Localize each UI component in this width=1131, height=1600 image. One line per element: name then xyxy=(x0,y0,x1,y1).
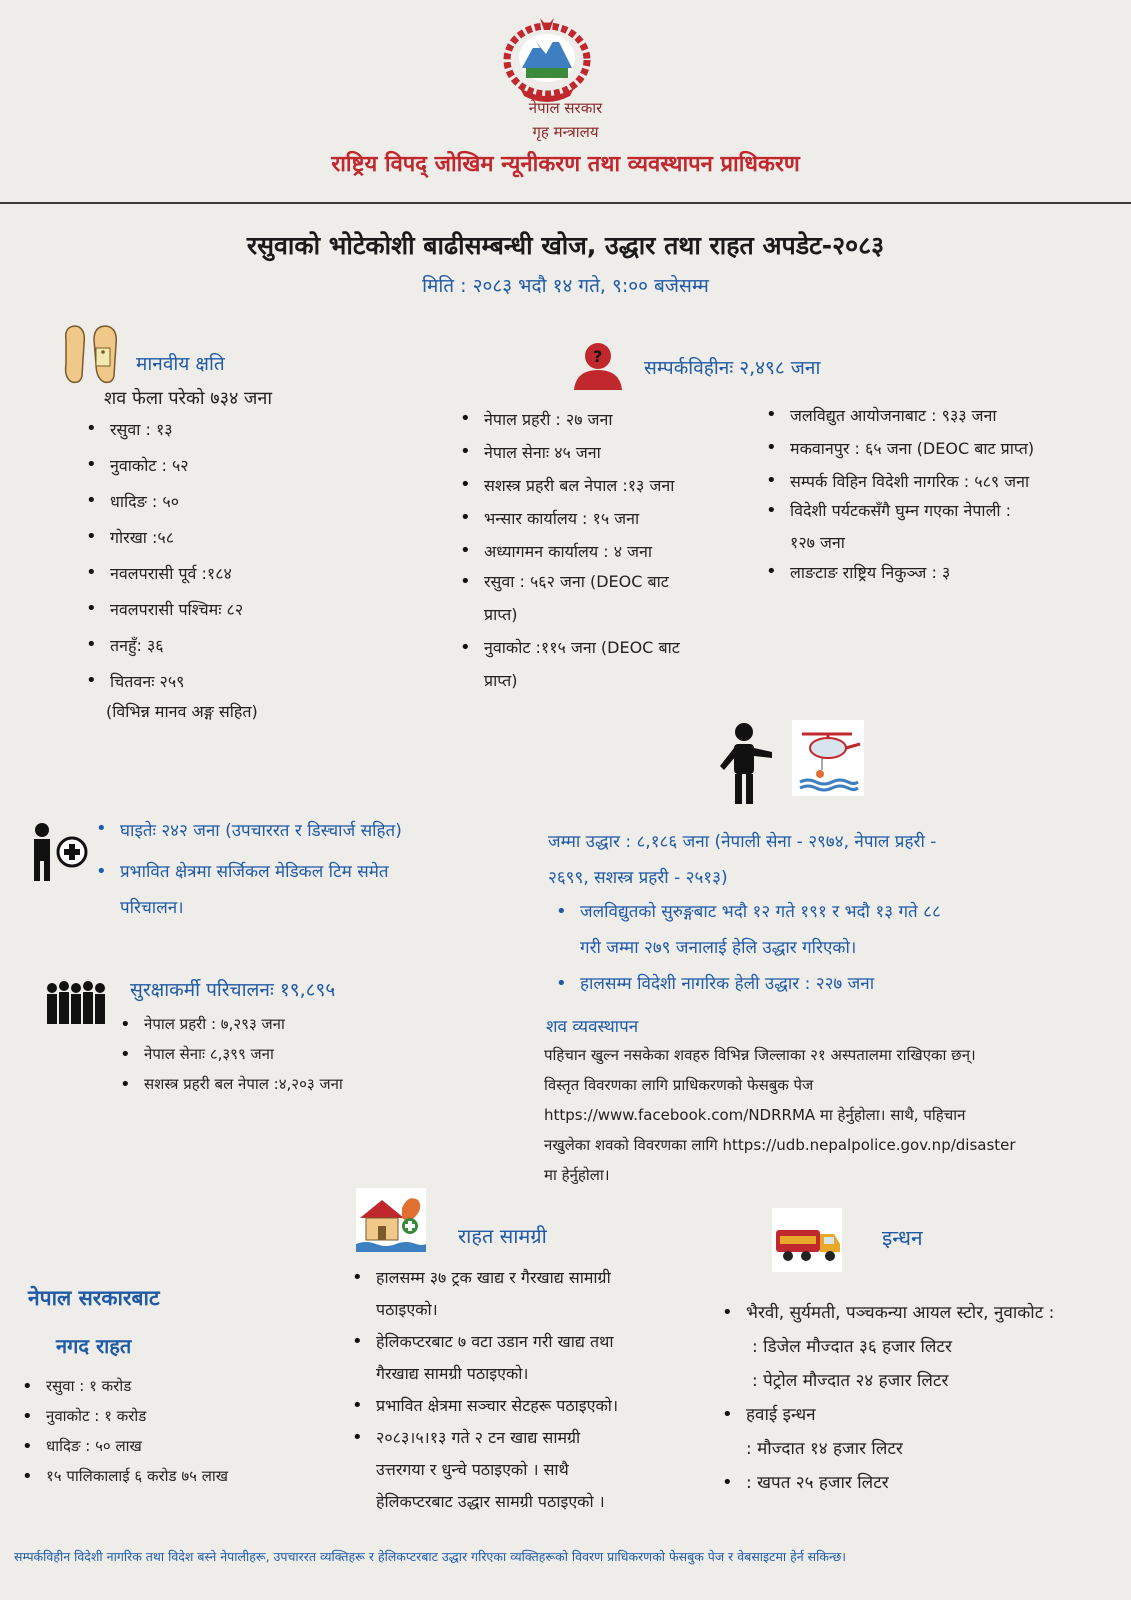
list-item: • धादिङ : ५० लाख xyxy=(20,1436,228,1466)
list-item: • लाङटाङ राष्ट्रिय निकुञ्ज : ३ xyxy=(764,561,1104,594)
feet-tag-icon xyxy=(58,320,124,386)
list-item: • सशस्त्र प्रहरी बल नेपाल :१३ जना xyxy=(458,474,748,507)
list-item: • नेपाल प्रहरी : ७,२९३ जना xyxy=(118,1014,343,1044)
nepal-emblem-icon xyxy=(500,12,594,102)
gov-name: नेपाल सरकार xyxy=(528,99,603,117)
rescuer-icon xyxy=(716,722,776,806)
crowd-icon xyxy=(44,980,108,1028)
list-item: • नुवाकोट : १ करोड xyxy=(20,1406,228,1436)
list-item: • रसुवा : ५६२ जना (DEOC बाट प्राप्त) xyxy=(458,565,748,631)
human-loss-heading: मानवीय क्षति xyxy=(136,353,225,375)
list-item: • चितवनः २५९ xyxy=(84,670,243,706)
missing-person-icon xyxy=(570,340,626,390)
rescue-list xyxy=(554,894,1094,1002)
gov-cash-list xyxy=(20,1376,228,1496)
fuel-heading: इन्धन xyxy=(882,1226,923,1250)
list-item: • हेलिकप्टरबाट ७ वटा उडान गरी खाद्य तथा गैरखाद्य सामग्री पठाइएको। xyxy=(350,1326,710,1390)
missing-list-col1 xyxy=(458,408,748,697)
list-item: • : खपत २५ हजार लिटर xyxy=(720,1466,1120,1500)
list-item: • नेपाल प्रहरी : २७ जना xyxy=(458,408,748,441)
list-item: • प्रभावित क्षेत्रमा सञ्चार सेटहरू पठाइएको। xyxy=(350,1390,710,1422)
missing-list-col2 xyxy=(764,404,1104,594)
list-item: • नुवाकोट :११५ जना (DEOC बाट प्राप्त) xyxy=(458,631,748,697)
human-loss-note: (विभिन्न मानव अङ्ग सहित) xyxy=(106,702,258,721)
list-item: • रसुवा : १ करोड xyxy=(20,1376,228,1406)
list-item: • जलविद्युत आयोजनाबाट : ९३३ जना xyxy=(764,404,1104,437)
security-list xyxy=(118,1014,343,1104)
house-aid-icon xyxy=(356,1188,426,1252)
list-item: • नेपाल सेनाः ८,३९९ जना xyxy=(118,1044,343,1074)
gov-cash-heading: नेपाल सरकारबाट xyxy=(28,1286,160,1310)
list-item: • सम्पर्क विहिन विदेशी नागरिक : ५८९ जना xyxy=(764,470,1104,503)
list-item: • घाइतेः २४२ जना (उपचाररत र डिस्चार्ज सहित) xyxy=(94,818,534,854)
list-item: • हालसम्म ३७ ट्रक खाद्य र गैरखाद्य सामाग्री पठाइएको। xyxy=(350,1262,710,1326)
list-item: • नवलपरासी पूर्व :१८४ xyxy=(84,562,243,598)
list-item: • रसुवा : १३ xyxy=(84,418,243,454)
human-loss-summary: शव फेला परेको ७३४ जना xyxy=(104,388,273,409)
list-item: • तनहुँ: ३६ xyxy=(84,634,243,670)
list-item: • हालसम्म विदेशी नागरिक हेली उद्धार : २२७ जना xyxy=(554,966,1094,1002)
page-title: रसुवाको भोटेकोशी बाढीसम्बन्धी खोज, उद्धार तथा राहत अपडेट-२०८३ xyxy=(246,231,885,260)
list-item: • हवाई इन्धन : मौज्दात १४ हजार लिटर xyxy=(720,1398,1120,1466)
list-item: • विदेशी पर्यटकसँगै घुम्न गएका नेपाली : १२७ जना xyxy=(764,495,1104,561)
report-date: मिति : २०८३ भदौ १४ गते, ९:०० बजेसम्म xyxy=(422,275,709,297)
list-item: • गोरखा :५८ xyxy=(84,526,243,562)
list-item: • १५ पालिकालाई ६ करोड ७५ लाख xyxy=(20,1466,228,1496)
list-item: • नवलपरासी पश्चिमः ८२ xyxy=(84,598,243,634)
list-item: • अध्यागमन कार्यालय : ४ जना xyxy=(458,540,748,573)
list-item: • सशस्त्र प्रहरी बल नेपाल :४,२०३ जना xyxy=(118,1074,343,1104)
missing-heading: सम्पर्कविहीनः २,४९८ जना xyxy=(644,357,821,379)
human-loss-list xyxy=(84,418,243,706)
authority-name: राष्ट्रिय विपद् जोखिम न्यूनीकरण तथा व्यवस्थापन प्राधिकरण xyxy=(331,152,800,177)
list-item: • भन्सार कार्यालय : १५ जना xyxy=(458,507,748,540)
list-item: • धादिङ : ५० xyxy=(84,490,243,526)
fuel-list xyxy=(720,1296,1120,1500)
relief-list xyxy=(350,1262,710,1518)
footer-note: सम्पर्कविहीन विदेशी नागरिक तथा विदेश बस्ने नेपालीहरू, उपचाररत व्यक्तिहरू र हेलिकप्टरबाट उद्धार गरिएका व्यक्तिहरूको विवरण प्राधिकरणको फेसबुक पेज र वेबसाइटमा हेर्न सकिन्छ। xyxy=(14,1549,847,1564)
security-heading: सुरक्षाकर्मी परिचालनः १९,८९५ xyxy=(130,979,336,1001)
list-item: • भैरवी, सुर्यमती, पञ्चकन्या आयल स्टोर, नुवाकोट : : डिजेल मौज्दात ३६ हजार लिटर : पेट्रोल मौज्दात २४ हजार लिटर xyxy=(720,1296,1120,1398)
list-item: • नेपाल सेनाः ४५ जना xyxy=(458,441,748,474)
relief-heading: राहत सामग्री xyxy=(458,1224,547,1248)
helicopter-rescue-icon xyxy=(792,720,864,796)
injured-list xyxy=(94,818,534,926)
body-mgmt-text: पहिचान खुल्न नसकेका शवहरु विभिन्न जिल्लाका २१ अस्पतालमा राखिएका छन्। विस्तृत विवरणका लागि प्राधिकरणको फेसबुक पेज https://www.facebook.com/NDRRMA मा हेर्नुहोला। साथै, पहिचान नखुलेका शवको विवरणका लागि https://udb.nepalpolice.gov.np/disaster मा हेर्नुहोला। xyxy=(544,1046,1016,1184)
body-mgmt-heading: शव व्यवस्थापन xyxy=(546,1017,639,1037)
rescue-total: जम्मा उद्धार : ८,१८६ जना (नेपाली सेना - २९७४, नेपाल प्रहरी - २६९९, सशस्त्र प्रहरी - २५१३) xyxy=(548,832,937,888)
list-item: • प्रभावित क्षेत्रमा सर्जिकल मेडिकल टिम समेत परिचालन। xyxy=(94,854,534,926)
list-item: • २०८३।५।१३ गते २ टन खाद्य सामग्री उत्तरगया र धुन्चे पठाइएको । साथै हेलिकप्टरबाट उद्धार सामग्री पठाइएको । xyxy=(350,1422,710,1518)
list-item: • नुवाकोट : ५२ xyxy=(84,454,243,490)
gov-cash-subheading: नगद राहत xyxy=(56,1334,132,1358)
list-item: • मकवानपुर : ६५ जना (DEOC बाट प्राप्त) xyxy=(764,437,1104,470)
medical-person-icon xyxy=(28,822,90,882)
svg-text:?: ? xyxy=(593,347,603,366)
ministry-name: गृह मन्त्रालय xyxy=(532,123,599,141)
list-item: • जलविद्युतको सुरुङ्गबाट भदौ १२ गते १९१ र भदौ १३ गते ८८ गरी जम्मा २७९ जनालाई हेलि उद्धार गरिएको। xyxy=(554,894,1094,966)
header-divider xyxy=(0,202,1131,204)
fuel-truck-icon xyxy=(772,1208,842,1272)
